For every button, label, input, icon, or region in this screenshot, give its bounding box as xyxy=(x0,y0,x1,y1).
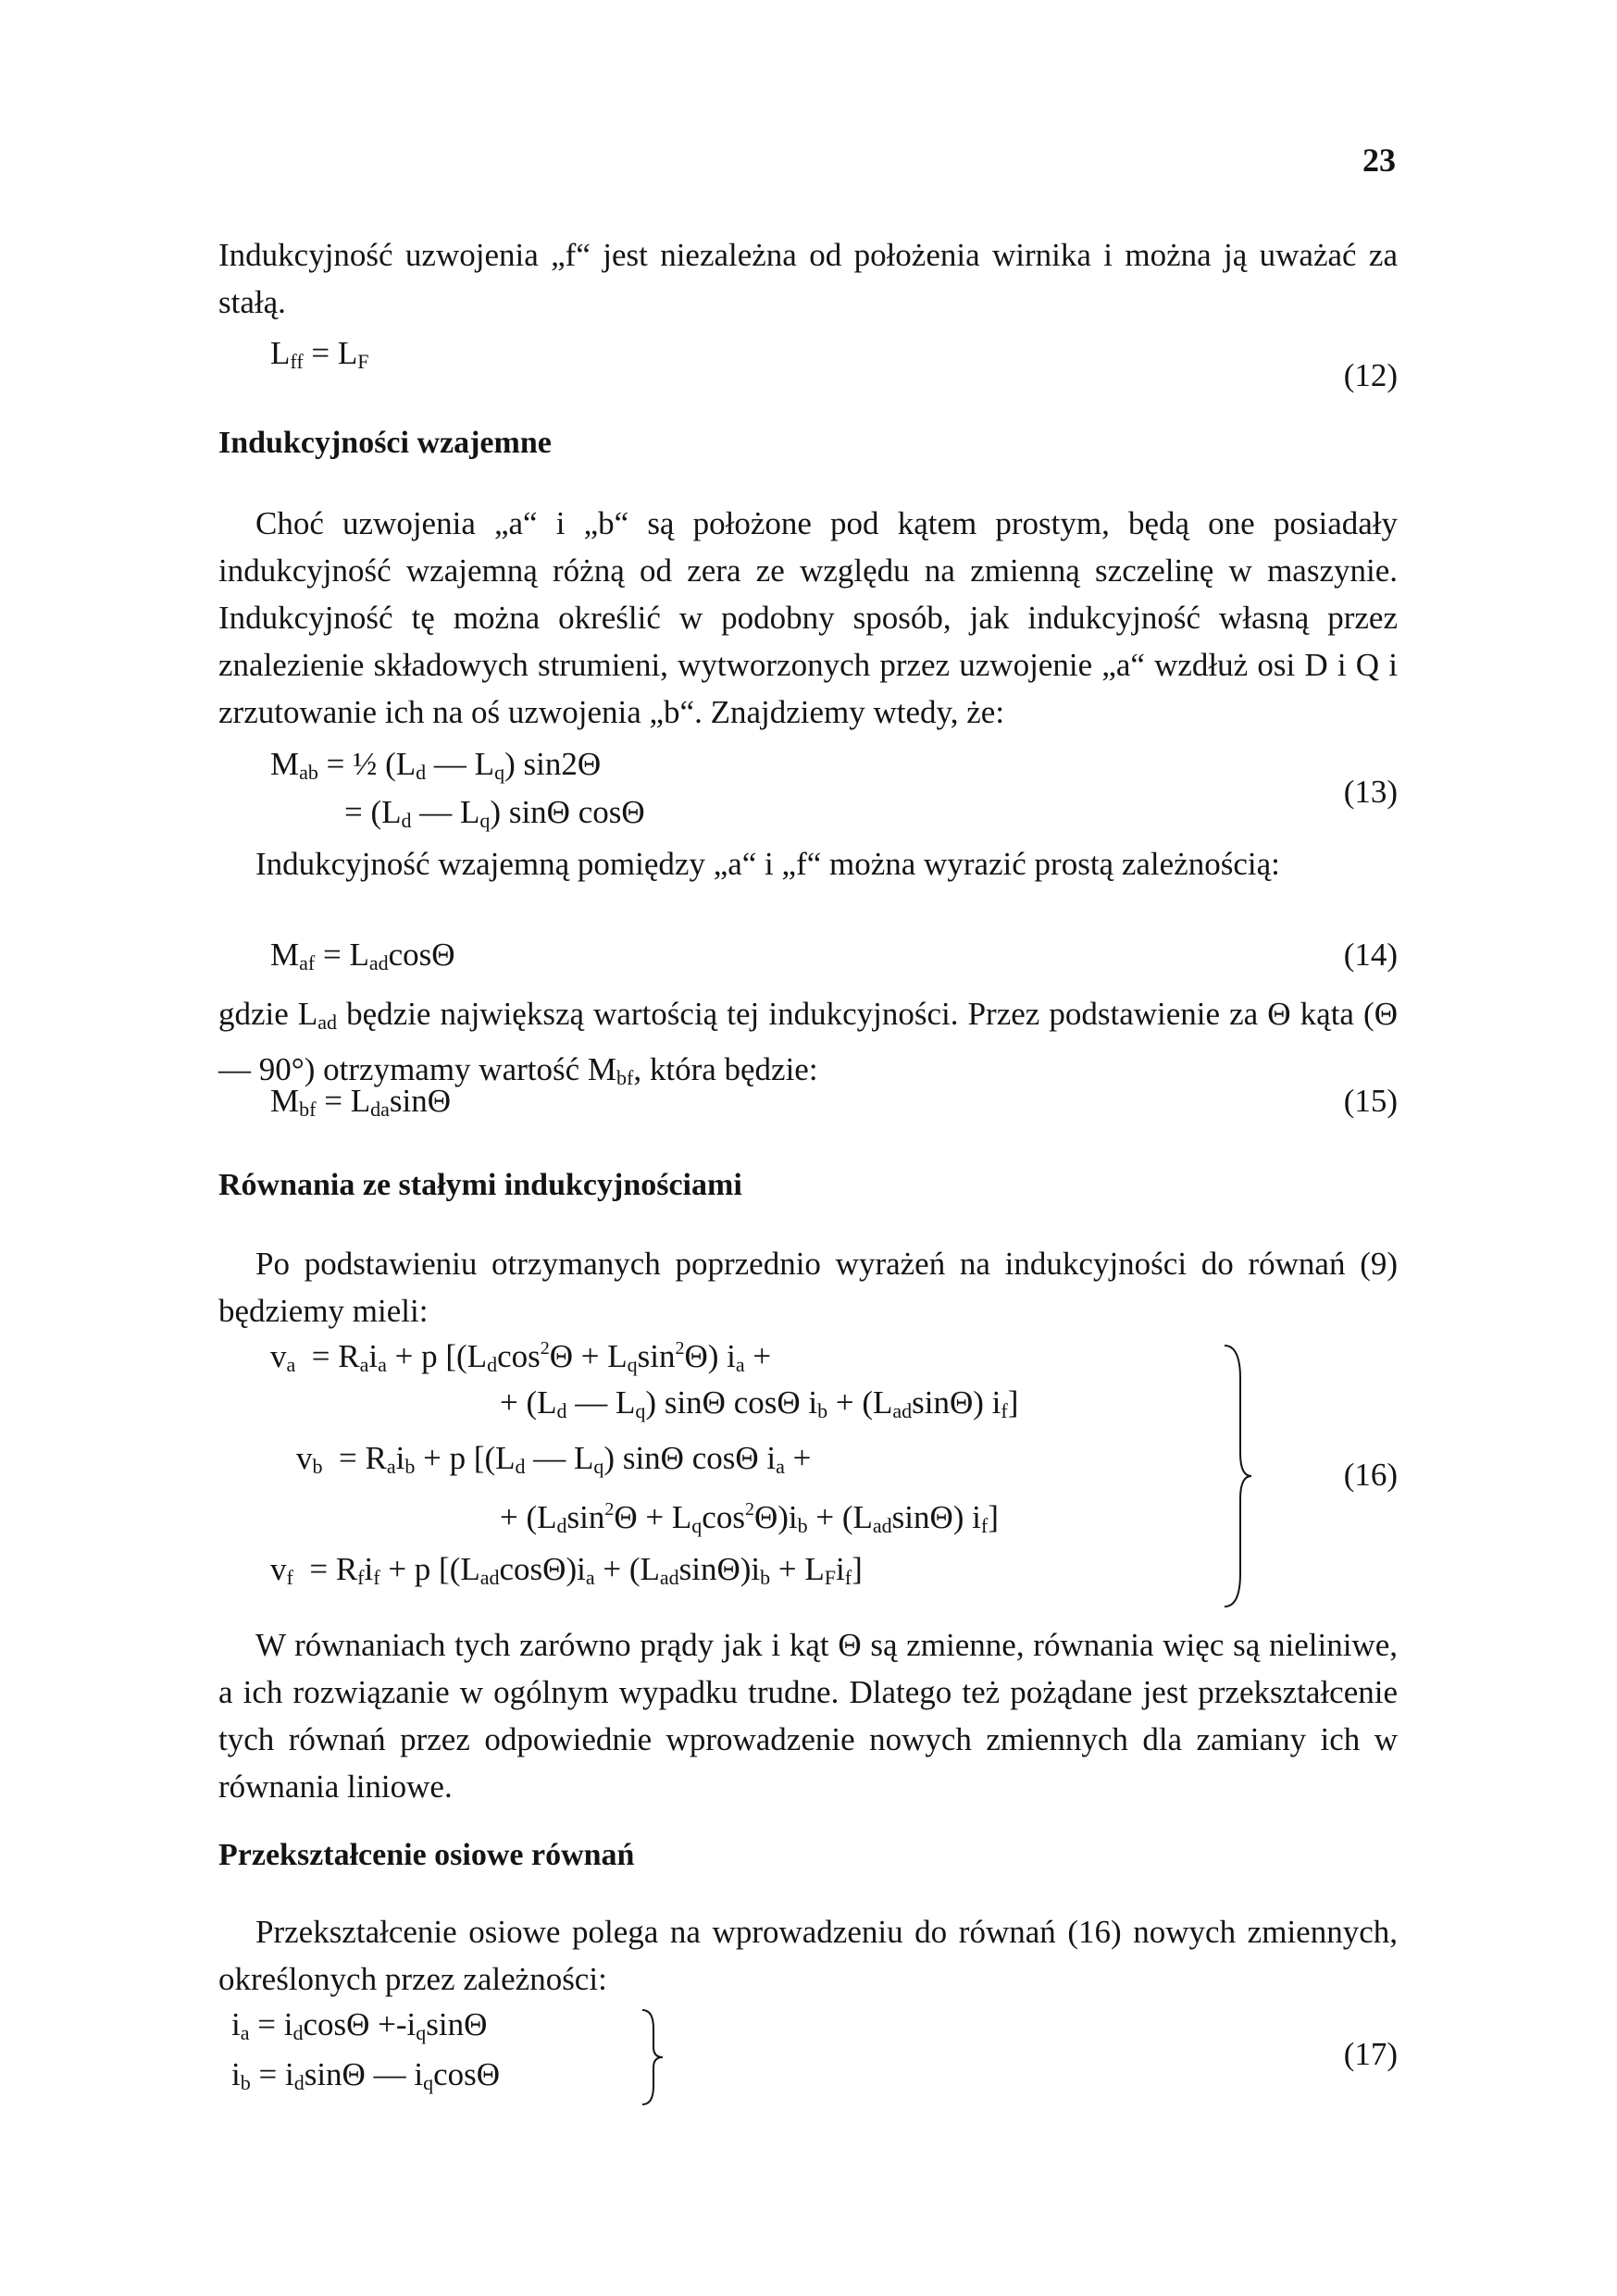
section-heading-mutual-inductance: Indukcyjności wzajemne xyxy=(218,426,552,460)
mutual-inductance-paragraph: Choć uzwojenia „a“ i „b“ są położone pod kątem prostym, będą one posiadały indukcyjność wzajemną różną od zera ze względu na zmienną szczelinę w maszynie. Indukcyjność tę można określić w podobny sposób, jak indukcyjność własną przez znalezienie składowych strumieni, wytworzonych przez uzwojenie „a“ wzdłuż osi D i Q i zrzutowanie ich na oś uzwojenia „b“. Znajdziemy wtedy, że: xyxy=(218,505,1398,730)
equation-12-number: (12) xyxy=(1343,357,1398,393)
equation-16-line-1: $v_a = R_ai_a + p$ [$(L_d\cos^2\Theta + L_q\sin^2\Theta) i_a$ + xyxy=(270,1338,772,1376)
equation-16-line-4: + $(L_d\sin^2\Theta + L_q\cos^2\Theta)i_b + (L_{ad}\sin\Theta)$ $i_f$] xyxy=(500,1499,999,1537)
intro-paragraph: Indukcyjność uzwojenia „f“ jest niezależna od położenia wirnika i można ją uważać za stałą. xyxy=(218,237,1398,320)
section-heading-constant-inductance: Równania ze stałymi indukcyjnościami xyxy=(218,1168,742,1202)
equation-15: $M_{bf} = L_{da}\sin\Theta$ xyxy=(270,1083,451,1121)
nonlinear-paragraph: W równaniach tych zarówno prądy jak i kąt Θ są zmienne, równania więc są nieliniwe, a ich rozwiązanie w ogólnym wypadku trudne. Dlatego też pożądane jest przekształcenie tych równań przez odpowiednie wprowadzenie nowych zmiennych dla zamiany ich w równania liniowe. xyxy=(218,1627,1398,1805)
page-number: 23 xyxy=(1362,142,1396,179)
equation-12: $L_{ff} = L_F$ xyxy=(270,335,369,373)
equation-15-number: (15) xyxy=(1343,1083,1398,1119)
equation-16-brace xyxy=(1220,1342,1257,1610)
constant-inductance-paragraph: Po podstawieniu otrzymanych poprzednio wyrażeń na indukcyjności do równań (9) będziemy mieli: xyxy=(218,1246,1398,1329)
equation-16-line-2: + ($L_d$ — $L_q$) sinΘ cosΘ $i_b + (L_{ad}\sin\Theta)$ $i_f$] xyxy=(500,1384,1019,1422)
section-heading-axial-transformation: Przekształcenie osiowe równań xyxy=(218,1838,635,1872)
lad-paragraph: gdzie $L_{ad}$ będzie największą wartością tej indukcyjności. Przez podstawienie za Θ kąta (Θ — 90°) otrzymamy wartość $M_{bf}$, która będzie: xyxy=(218,996,1398,1089)
axial-transformation-paragraph: Przekształcenie osiowe polega na wprowadzeniu do równań (16) nowych zmiennych, określonych przez zależności: xyxy=(218,1914,1398,1997)
equation-13-number: (13) xyxy=(1343,774,1398,810)
equation-16-line-3: $v_b = R_ai_b + p$ [($L_d$ — $L_q$) sinΘ cosΘ $i_a$ + xyxy=(296,1440,812,1478)
equation-13-line-2: = ($L_d$ — $L_q$) sinΘ cosΘ xyxy=(344,794,645,832)
mutual-af-paragraph: Indukcyjność wzajemną pomiędzy „a“ i „f“ można wyrazić prostą zależnością: xyxy=(255,846,1280,882)
equation-14: $M_{af} = L_{ad}\cos\Theta$ xyxy=(270,937,455,974)
equation-14-number: (14) xyxy=(1343,937,1398,973)
equation-17-number: (17) xyxy=(1343,2036,1398,2072)
equation-17-line-2: $i_b = i_d\sin\Theta$ — $i_q\cos\Theta$ xyxy=(231,2056,500,2094)
equation-17-line-1: $i_a = i_d\cos\Theta +-i_q\sin\Theta$ xyxy=(231,2006,488,2044)
equation-16-number: (16) xyxy=(1343,1457,1398,1493)
equation-13-line-1: $M_{ab}$ = ½ ($L_d$ — $L_q$) sin2Θ xyxy=(270,746,602,784)
equation-16-line-5: $v_f = R_fi_f + p$ $[(L_{ad}\cos\Theta)i_a + (L_{ad}\sin\Theta)i_b + L_Fi_f]$ xyxy=(270,1551,863,1589)
equation-17-brace xyxy=(639,2006,666,2108)
